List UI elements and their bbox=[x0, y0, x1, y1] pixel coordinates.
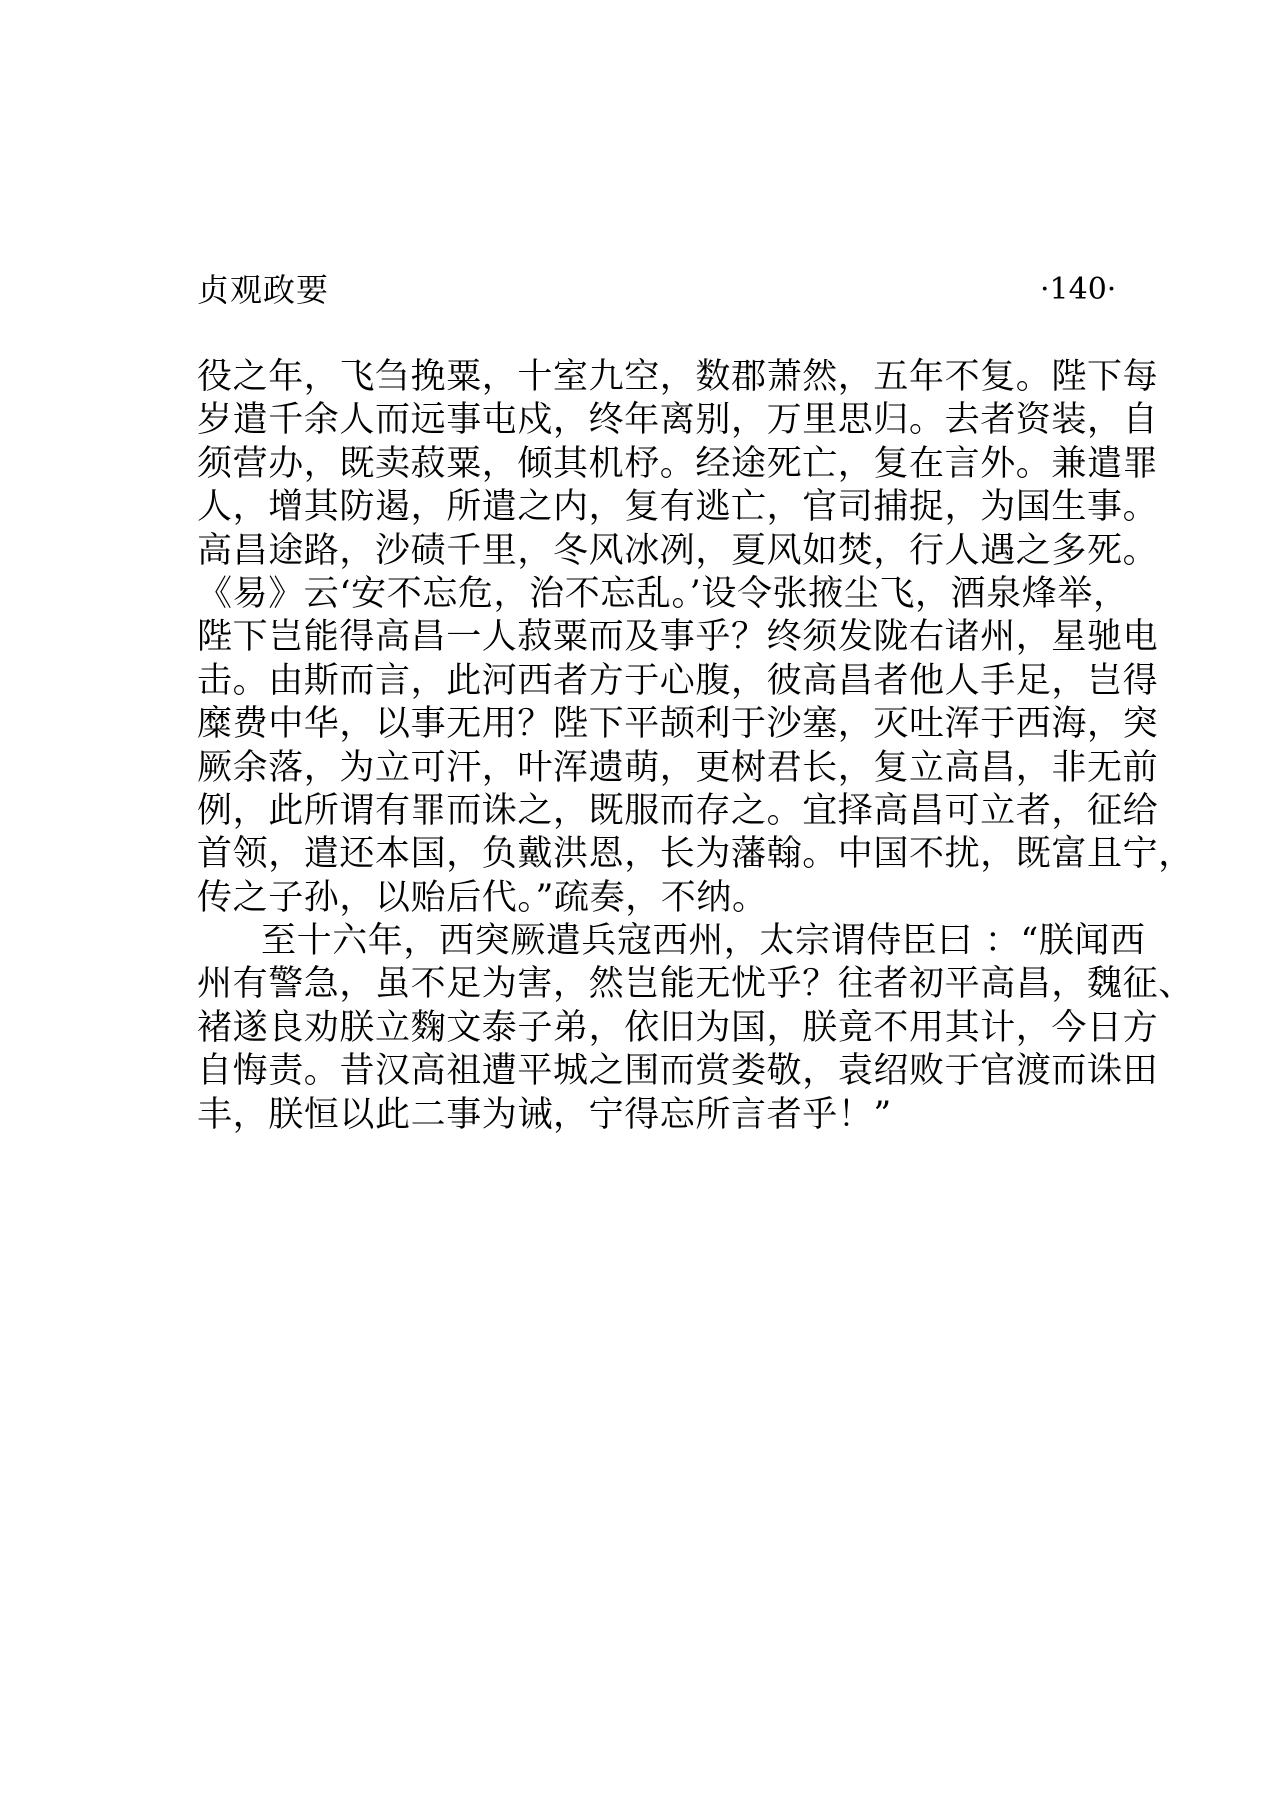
text-line: 陛下岂能得高昌一人菽粟而及事乎？终须发陇右诸州，星驰电 bbox=[197, 617, 1159, 658]
text-line: 传之子孙，以贻后代。”疏奏，不纳。 bbox=[197, 877, 768, 918]
text-line: 击。由斯而言，此河西者方于心腹，彼高昌者他人手足，岂得 bbox=[197, 660, 1159, 701]
text-line: 糜费中华，以事无用？陛下平颉利于沙塞，灭吐浑于西海，突 bbox=[197, 704, 1159, 745]
text-line: 须营办，既卖菽粟，倾其机杼。经途死亡，复在言外。兼遣罪 bbox=[197, 443, 1159, 484]
text-line: 首领，遣还本国，负戴洪恩，长为藩翰。中国不扰，既富且宁， bbox=[197, 834, 1194, 875]
running-head-title: 贞观政要 bbox=[197, 271, 330, 309]
text-line: 自悔责。昔汉高祖遭平城之围而赏娄敬，袁绍败于官渡而诛田 bbox=[197, 1051, 1159, 1092]
text-line: 例，此所谓有罪而诛之，既服而存之。宜择高昌可立者，征给 bbox=[197, 790, 1159, 831]
text-line: 褚遂良劝朕立麴文泰子弟，依旧为国，朕竟不用其计，今日方 bbox=[197, 1007, 1159, 1048]
text-line: 人，增其防遏，所遣之内，复有逃亡，官司捕捉，为国生事。 bbox=[197, 487, 1159, 528]
text-line: 高昌途路，沙碛千里，冬风冰冽，夏风如焚，行人遇之多死。 bbox=[197, 530, 1159, 571]
page-number: ·140· bbox=[1040, 272, 1117, 307]
text-line: 厥余落，为立可汗，叶浑遗萌，更树君长，复立高昌，非无前 bbox=[197, 747, 1159, 788]
paragraph-first-line: 至十六年，西突厥遣兵寇西州，太宗谓侍臣曰 ：“朕闻西 bbox=[261, 921, 1146, 962]
text-line: 丰，朕恒以此二事为诫，宁得忘所言者乎！” bbox=[197, 1094, 892, 1135]
text-line: 州有警急，虽不足为害，然岂能无忧乎？往者初平高昌，魏征、 bbox=[197, 964, 1194, 1005]
text-line: 岁遣千余人而远事屯戍，终年离别，万里思归。去者资装，自 bbox=[197, 400, 1159, 441]
text-line: 役之年，飞刍挽粟，十室九空，数郡萧然，五年不复。陛下每 bbox=[197, 357, 1159, 397]
body-text bbox=[197, 356, 1194, 1137]
text-line: 《易》云‘安不忘危，治不忘乱。’设令张掖尘飞，酒泉烽举， bbox=[197, 573, 1129, 614]
